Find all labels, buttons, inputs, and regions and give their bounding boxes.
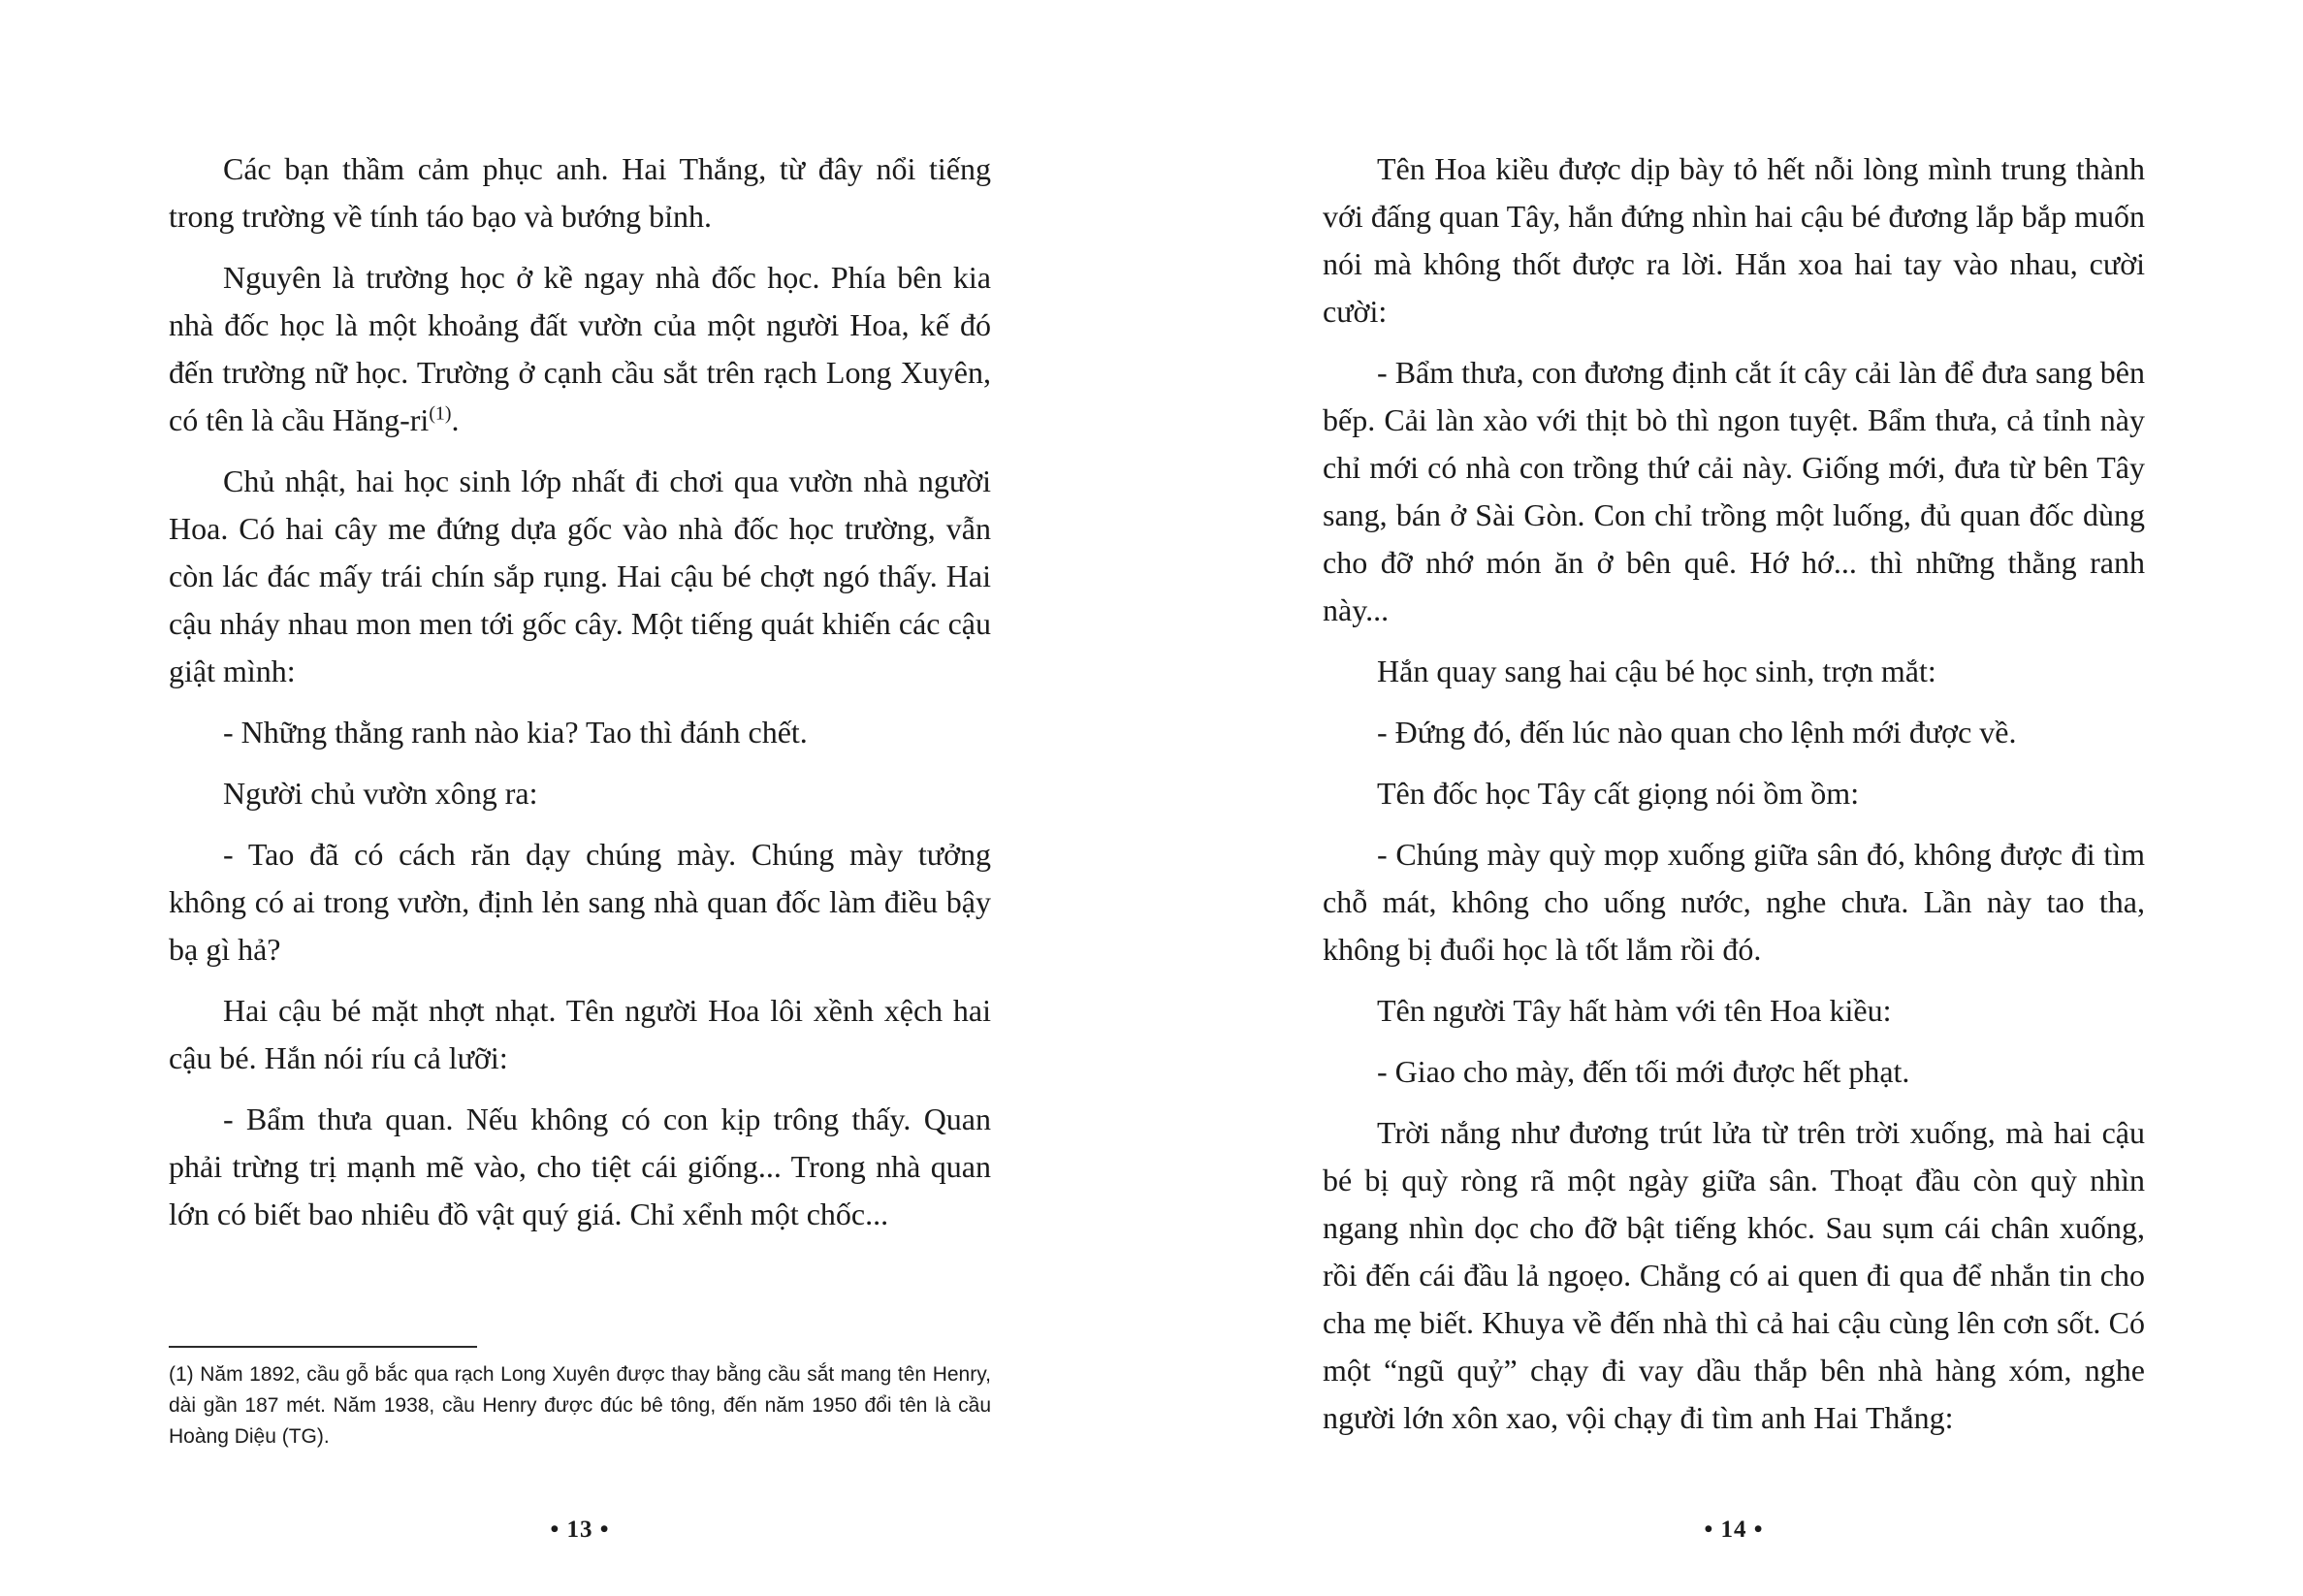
page-14-text-column <box>1323 145 2145 1455</box>
dialogue-paragraph: - Tao đã có cách răn dạy chúng mày. Chúng mày tưởng không có ai trong vườn, định lẻn sang nhà quan đốc làm điều bậy bạ gì hả? <box>169 837 991 967</box>
footnote-block <box>169 1346 991 1452</box>
page-number-14: • 14 • <box>1704 1516 1764 1543</box>
paragraph: Người chủ vườn xông ra: <box>223 776 538 811</box>
paragraph-text: Nguyên là trường học ở kề ngay nhà đốc học. Phía bên kia nhà đốc học là một khoảng đất vườn của một người Hoa, kế đó đến trường nữ học. Trường ở cạnh cầu sắt trên rạch Long Xuyên, có tên là cầu Hăng-ri <box>169 260 991 437</box>
paragraph: Hắn quay sang hai cậu bé học sinh, trợn mắt: <box>1377 654 1936 688</box>
paragraph: Trời nắng như đương trút lửa từ trên trời xuống, mà hai cậu bé bị quỳ ròng rã một ngày giữa sân. Thoạt đầu còn quỳ nhìn ngang nhìn dọc cho đỡ bật tiếng khóc. Sau sụm cái chân xuống, rồi đến cái đầu lả ngoẹo. Chẳng có ai quen đi qua để nhắn tin cho cha mẹ biết. Khuya về đến nhà thì cả hai cậu cùng lên cơn sốt. Có một “ngũ quỷ” chạy đi vay dầu thắp bên nhà hàng xóm, nghe người lớn xôn xao, vội chạy đi tìm anh Hai Thắng: <box>1323 1115 2145 1435</box>
footnote-text: (1) Năm 1892, cầu gỗ bắc qua rạch Long Xuyên được thay bằng cầu sắt mang tên Henry, dài gần 187 mét. Năm 1938, cầu Henry được đúc bê tông, đến năm 1950 đổi tên là cầu Hoàng Diệu (TG). <box>169 1363 991 1448</box>
paragraph: Tên đốc học Tây cất giọng nói ồm ồm: <box>1377 776 1860 811</box>
paragraph: Tên Hoa kiều được dịp bày tỏ hết nỗi lòng mình trung thành với đấng quan Tây, hắn đứng nhìn hai cậu bé đương lắp bắp muốn nói mà không thốt được ra lời. Hắn xoa hai tay vào nhau, cười cười: <box>1323 151 2145 329</box>
dialogue-paragraph: - Bẩm thưa quan. Nếu không có con kịp trông thấy. Quan phải trừng trị mạnh mẽ vào, cho tiệt cái giống... Trong nhà quan lớn có biết bao nhiêu đồ vật quý giá. Chỉ xểnh một chốc... <box>169 1101 991 1231</box>
paragraph: Tên người Tây hất hàm với tên Hoa kiều: <box>1377 993 1892 1028</box>
dialogue-paragraph: - Những thằng ranh nào kia? Tao thì đánh chết. <box>223 715 808 750</box>
paragraph-with-footnote-ref <box>169 254 991 444</box>
paragraph: Các bạn thầm cảm phục anh. Hai Thắng, từ đây nổi tiếng trong trường về tính táo bạo và bướng bỉnh. <box>169 151 991 234</box>
dialogue-paragraph: - Giao cho mày, đến tối mới được hết phạt. <box>1377 1054 1910 1089</box>
dialogue-paragraph: - Bẩm thưa, con đương định cắt ít cây cải làn để đưa sang bên bếp. Cải làn xào với thịt bò thì ngon tuyệt. Bẩm thưa, cả tỉnh này chỉ mới có nhà con trồng thứ cải này. Giống mới, đưa từ bên Tây sang, bán ở Sài Gòn. Con chỉ trồng một luống, đủ quan đốc dùng cho đỡ nhớ món ăn ở bên quê. Hớ hớ... thì những thằng ranh này... <box>1323 355 2145 627</box>
paragraph: Chủ nhật, hai học sinh lớp nhất đi chơi qua vườn nhà người Hoa. Có hai cây me đứng dựa gốc vào nhà đốc học trường, vẫn còn lác đác mấy trái chín sắp rụng. Hai cậu bé chợt ngó thấy. Hai cậu nháy nhau mon men tới gốc cây. Một tiếng quát khiến các cậu giật mình: <box>169 463 991 688</box>
footnote-divider <box>169 1346 477 1348</box>
page-number-13: • 13 • <box>550 1516 610 1543</box>
paragraph: Hai cậu bé mặt nhợt nhạt. Tên người Hoa lôi xềnh xệch hai cậu bé. Hắn nói ríu cả lưỡi: <box>169 993 991 1075</box>
page-13-text-column <box>169 145 991 1252</box>
paragraph-text-tail: . <box>451 402 460 437</box>
footnote-marker: (1) <box>429 402 452 425</box>
dialogue-paragraph: - Chúng mày quỳ mọp xuống giữa sân đó, không được đi tìm chỗ mát, không cho uống nước, nghe chưa. Lần này tao tha, không bị đuổi học là tốt lắm rồi đó. <box>1323 837 2145 967</box>
dialogue-paragraph: - Đứng đó, đến lúc nào quan cho lệnh mới được về. <box>1377 715 2017 750</box>
